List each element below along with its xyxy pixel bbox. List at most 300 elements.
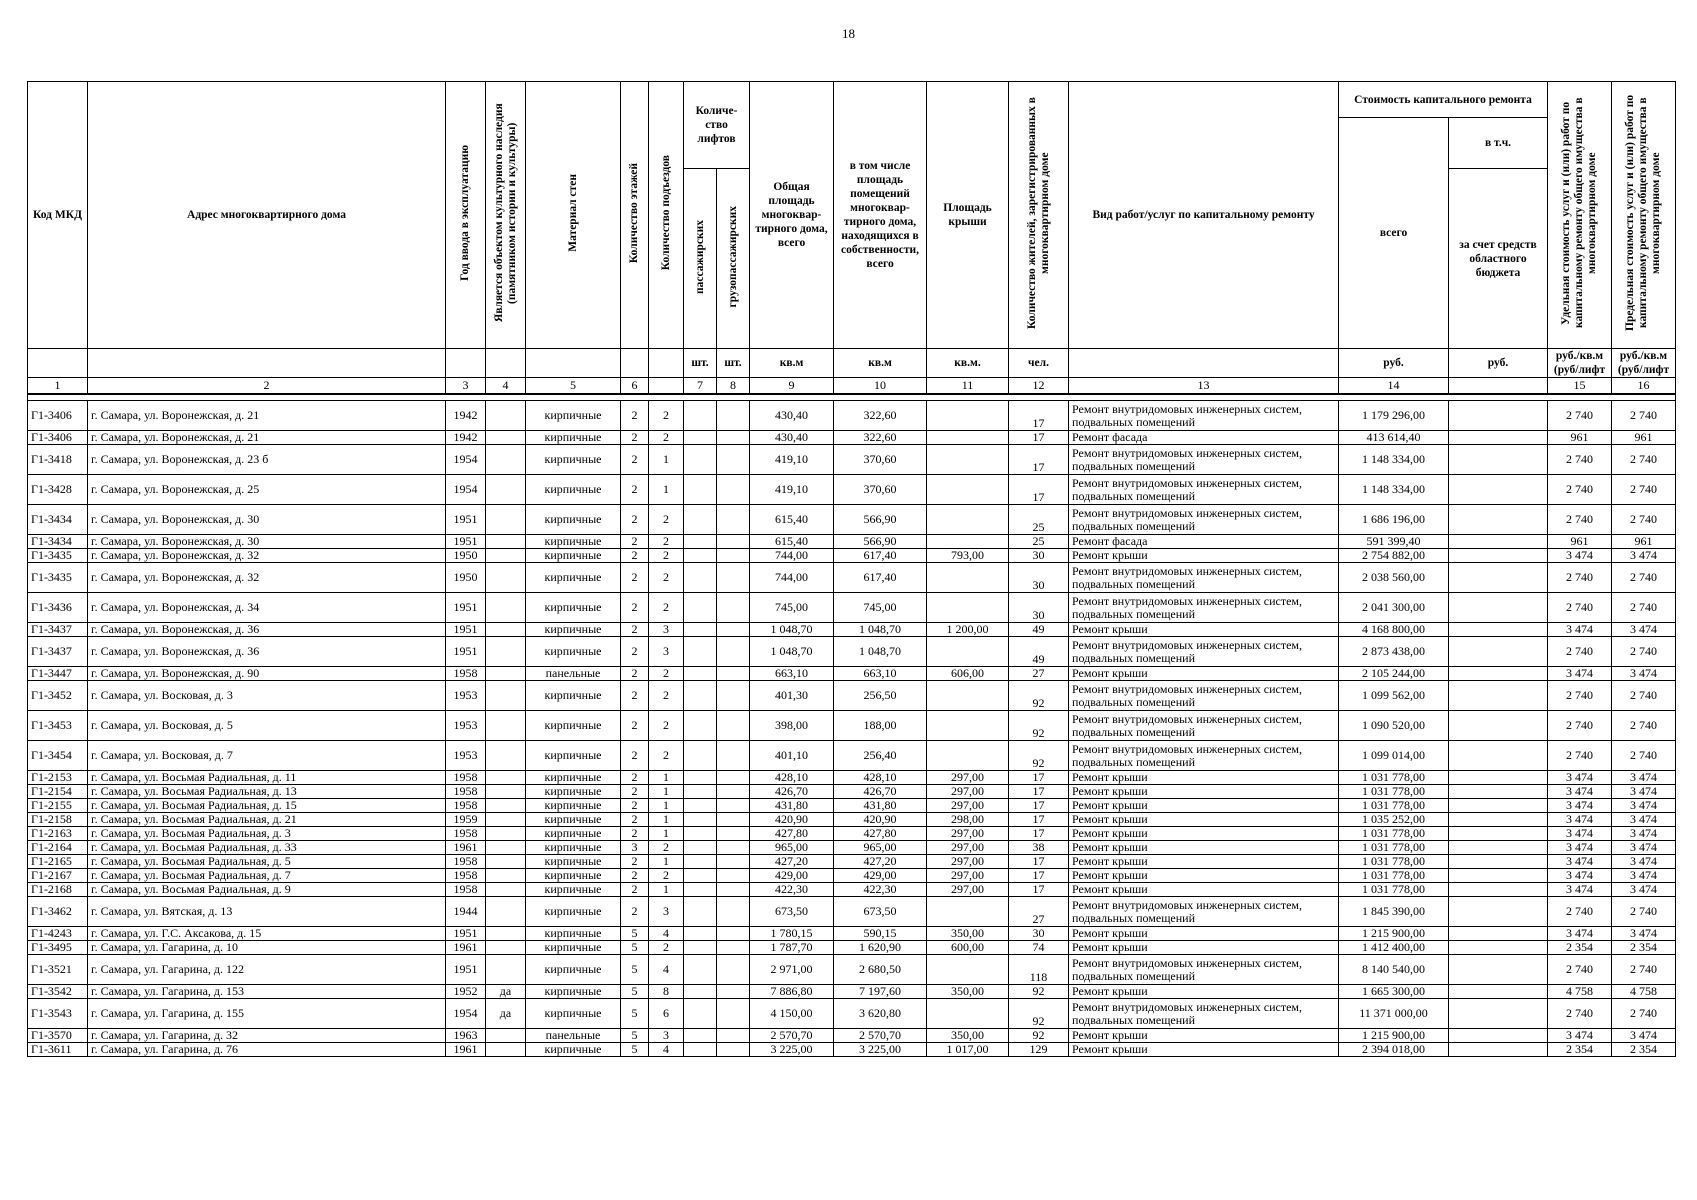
cell-lifts-cargo: [717, 855, 750, 869]
cell-total-area: 401,10: [750, 741, 834, 771]
cell-lifts-cargo: [717, 681, 750, 711]
cell-unit-cost: 2 740: [1548, 681, 1612, 711]
cell-lifts-pass: [684, 927, 717, 941]
cell-cost-regional: [1449, 667, 1548, 681]
cell-unit-cost: 3 474: [1548, 771, 1612, 785]
cell-roof-area: 606,00: [927, 667, 1009, 681]
cell-limit-cost: 2 740: [1612, 401, 1676, 431]
cell-lifts-cargo: [717, 999, 750, 1029]
cell-entrances: 3: [649, 897, 684, 927]
cell-roof-area: [927, 563, 1009, 593]
unit-lifts-pass: шт.: [684, 349, 717, 378]
column-numbers-row: [28, 378, 1676, 395]
cell-total-area: 2 971,00: [750, 955, 834, 985]
cell-cost-total: 1 148 334,00: [1339, 475, 1449, 505]
cell-limit-cost: 3 474: [1612, 799, 1676, 813]
cell-cost-regional: [1449, 955, 1548, 985]
cell-code: Г1-3428: [28, 475, 88, 505]
cell-wall: кирпичные: [526, 475, 621, 505]
header-year-text: Год ввода в эксплуатацию: [459, 145, 471, 281]
cell-work: Ремонт крыши: [1069, 813, 1339, 827]
cell-entrances: 2: [649, 869, 684, 883]
cell-cost-total: 1 665 300,00: [1339, 985, 1449, 999]
cell-limit-cost: 3 474: [1612, 1029, 1676, 1043]
header-limit-cost-text: Предельная стоимость услуг и (или) работ по капитальному ремонту общего имущества в многоквартирном доме: [1624, 94, 1663, 332]
cell-cost-regional: [1449, 741, 1548, 771]
cell-entrances: 3: [649, 1029, 684, 1043]
cell-limit-cost: 2 740: [1612, 999, 1676, 1029]
cell-work: Ремонт внутридомовых инженерных систем, подвальных помещений: [1069, 401, 1339, 431]
cell-residents: 17: [1009, 827, 1069, 841]
cell-entrances: 1: [649, 883, 684, 897]
header-lifts-pass-text: пассажирских: [693, 219, 706, 294]
cell-cost-total: 2 873 438,00: [1339, 637, 1449, 667]
cell-unit-cost: 2 740: [1548, 593, 1612, 623]
table-row: [28, 401, 1676, 431]
cell-cultural: [486, 505, 526, 535]
cell-lifts-cargo: [717, 941, 750, 955]
cell-work: Ремонт внутридомовых инженерных систем, подвальных помещений: [1069, 955, 1339, 985]
cell-unit-cost: 3 474: [1548, 799, 1612, 813]
cell-code: Г1-3570: [28, 1029, 88, 1043]
cell-floors: 2: [621, 869, 649, 883]
cell-address: г. Самара, ул. Восьмая Радиальная, д. 13: [88, 785, 446, 799]
cell-residents: 30: [1009, 927, 1069, 941]
cell-cultural: [486, 681, 526, 711]
cell-cultural: [486, 941, 526, 955]
cell-cost-total: 2 754 882,00: [1339, 549, 1449, 563]
cell-cost-total: 2 394 018,00: [1339, 1043, 1449, 1057]
cell-cost-regional: [1449, 785, 1548, 799]
table-row: [28, 927, 1676, 941]
cell-floors: 5: [621, 955, 649, 985]
table-row: [28, 431, 1676, 445]
cell-cost-regional: [1449, 813, 1548, 827]
cell-owned-area: 370,60: [834, 475, 927, 505]
cell-entrances: 4: [649, 955, 684, 985]
cell-year: 1958: [446, 869, 486, 883]
cell-unit-cost: 3 474: [1548, 623, 1612, 637]
cell-owned-area: 566,90: [834, 535, 927, 549]
cell-floors: 2: [621, 883, 649, 897]
cell-roof-area: 297,00: [927, 883, 1009, 897]
cell-unit-cost: 961: [1548, 431, 1612, 445]
cell-lifts-pass: [684, 1043, 717, 1057]
cell-limit-cost: 3 474: [1612, 827, 1676, 841]
cell-floors: 2: [621, 827, 649, 841]
cell-wall: кирпичные: [526, 927, 621, 941]
cell-wall: кирпичные: [526, 771, 621, 785]
cell-work: Ремонт внутридомовых инженерных систем, подвальных помещений: [1069, 681, 1339, 711]
cell-wall: кирпичные: [526, 563, 621, 593]
cell-code: Г1-3437: [28, 623, 88, 637]
cell-wall: кирпичные: [526, 711, 621, 741]
cell-cost-regional: [1449, 711, 1548, 741]
cell-roof-area: 600,00: [927, 941, 1009, 955]
cell-code: Г1-4243: [28, 927, 88, 941]
cell-address: г. Самара, ул. Воронежская, д. 32: [88, 549, 446, 563]
cell-roof-area: [927, 505, 1009, 535]
unit-cost-total: руб.: [1339, 349, 1449, 378]
cell-entrances: 2: [649, 401, 684, 431]
cell-lifts-pass: [684, 799, 717, 813]
header-lifts: Количе-ство лифтов: [684, 82, 750, 169]
cell-year: 1950: [446, 563, 486, 593]
cell-owned-area: 1 048,70: [834, 637, 927, 667]
column-number: 13: [1069, 378, 1339, 395]
cell-limit-cost: 2 354: [1612, 1043, 1676, 1057]
cell-limit-cost: 2 740: [1612, 475, 1676, 505]
cell-work: Ремонт крыши: [1069, 927, 1339, 941]
header-total-area: Общая площадь многоквар-тирного дома, всего: [750, 82, 834, 349]
cell-cultural: [486, 741, 526, 771]
cell-year: 1950: [446, 549, 486, 563]
cell-roof-area: 297,00: [927, 841, 1009, 855]
cell-unit-cost: 961: [1548, 535, 1612, 549]
cell-floors: 2: [621, 741, 649, 771]
cell-wall: кирпичные: [526, 941, 621, 955]
cell-year: 1961: [446, 841, 486, 855]
cell-code: Г1-3406: [28, 401, 88, 431]
cell-limit-cost: 2 740: [1612, 681, 1676, 711]
cell-unit-cost: 2 740: [1548, 505, 1612, 535]
cell-lifts-pass: [684, 999, 717, 1029]
cell-cost-total: 1 031 778,00: [1339, 855, 1449, 869]
cell-residents: 92: [1009, 985, 1069, 999]
cell-roof-area: 298,00: [927, 813, 1009, 827]
cell-unit-cost: 3 474: [1548, 785, 1612, 799]
cell-work: Ремонт внутридомовых инженерных систем, подвальных помещений: [1069, 741, 1339, 771]
cell-year: 1951: [446, 505, 486, 535]
cell-cost-total: 4 168 800,00: [1339, 623, 1449, 637]
cell-unit-cost: 2 740: [1548, 897, 1612, 927]
cell-limit-cost: 3 474: [1612, 623, 1676, 637]
cell-cost-total: 1 686 196,00: [1339, 505, 1449, 535]
cell-cost-total: 1 845 390,00: [1339, 897, 1449, 927]
table-body: [28, 401, 1676, 1057]
cell-entrances: 2: [649, 681, 684, 711]
cell-work: Ремонт внутридомовых инженерных систем, подвальных помещений: [1069, 897, 1339, 927]
cell-residents: 17: [1009, 431, 1069, 445]
cell-residents: 118: [1009, 955, 1069, 985]
cell-cost-total: 2 105 244,00: [1339, 667, 1449, 681]
cell-cost-total: 1 090 520,00: [1339, 711, 1449, 741]
column-number: [649, 378, 684, 395]
cell-lifts-pass: [684, 771, 717, 785]
cell-limit-cost: 2 740: [1612, 593, 1676, 623]
cell-roof-area: [927, 593, 1009, 623]
cell-limit-cost: 2 740: [1612, 711, 1676, 741]
table-row: [28, 1029, 1676, 1043]
cell-entrances: 3: [649, 623, 684, 637]
cell-limit-cost: 3 474: [1612, 883, 1676, 897]
cell-lifts-pass: [684, 841, 717, 855]
cell-residents: 17: [1009, 475, 1069, 505]
cell-total-area: 1 048,70: [750, 623, 834, 637]
cell-cost-regional: [1449, 941, 1548, 955]
cell-cost-total: 1 031 778,00: [1339, 883, 1449, 897]
cell-cost-regional: [1449, 431, 1548, 445]
cell-lifts-cargo: [717, 535, 750, 549]
cell-total-area: 428,10: [750, 771, 834, 785]
cell-owned-area: 3 620,80: [834, 999, 927, 1029]
cell-code: Г1-3543: [28, 999, 88, 1029]
cell-total-area: 965,00: [750, 841, 834, 855]
cell-year: 1958: [446, 785, 486, 799]
cell-floors: 2: [621, 799, 649, 813]
cell-unit-cost: 4 758: [1548, 985, 1612, 999]
cell-roof-area: [927, 475, 1009, 505]
cell-cultural: [486, 549, 526, 563]
cell-residents: 27: [1009, 897, 1069, 927]
header-code: Код МКД: [28, 82, 88, 349]
cell-lifts-pass: [684, 505, 717, 535]
cell-entrances: 2: [649, 667, 684, 681]
cell-roof-area: 1 017,00: [927, 1043, 1009, 1057]
cell-limit-cost: 2 740: [1612, 955, 1676, 985]
cell-cultural: [486, 637, 526, 667]
header-cost-regional: за счет средств областного бюджета: [1449, 169, 1548, 349]
cell-work: Ремонт крыши: [1069, 841, 1339, 855]
cell-cost-total: 11 371 000,00: [1339, 999, 1449, 1029]
cell-owned-area: 3 225,00: [834, 1043, 927, 1057]
cell-lifts-pass: [684, 475, 717, 505]
cell-code: Г1-3495: [28, 941, 88, 955]
cell-residents: 17: [1009, 771, 1069, 785]
cell-cost-regional: [1449, 637, 1548, 667]
header-entrances: [649, 82, 684, 349]
cell-roof-area: 297,00: [927, 771, 1009, 785]
cell-cultural: [486, 711, 526, 741]
column-number: 16: [1612, 378, 1676, 395]
cell-residents: 30: [1009, 563, 1069, 593]
cell-residents: 17: [1009, 445, 1069, 475]
cell-lifts-pass: [684, 785, 717, 799]
cell-cost-regional: [1449, 841, 1548, 855]
column-number: 12: [1009, 378, 1069, 395]
cell-owned-area: 188,00: [834, 711, 927, 741]
table-row: [28, 785, 1676, 799]
cell-lifts-cargo: [717, 593, 750, 623]
cell-entrances: 2: [649, 535, 684, 549]
cell-lifts-cargo: [717, 563, 750, 593]
cell-lifts-pass: [684, 623, 717, 637]
cell-wall: кирпичные: [526, 637, 621, 667]
cell-entrances: 2: [649, 593, 684, 623]
cell-code: Г1-3434: [28, 505, 88, 535]
column-number: 4: [486, 378, 526, 395]
cell-code: Г1-2155: [28, 799, 88, 813]
cell-residents: 92: [1009, 741, 1069, 771]
cell-roof-area: 350,00: [927, 985, 1009, 999]
cell-year: 1951: [446, 955, 486, 985]
cell-unit-cost: 2 740: [1548, 637, 1612, 667]
cell-work: Ремонт крыши: [1069, 985, 1339, 999]
cell-address: г. Самара, ул. Восьмая Радиальная, д. 15: [88, 799, 446, 813]
cell-work: Ремонт крыши: [1069, 623, 1339, 637]
cell-owned-area: 965,00: [834, 841, 927, 855]
cell-floors: 2: [621, 711, 649, 741]
cell-year: 1954: [446, 445, 486, 475]
cell-roof-area: 350,00: [927, 1029, 1009, 1043]
cell-cultural: [486, 445, 526, 475]
cell-work: Ремонт фасада: [1069, 535, 1339, 549]
cell-work: Ремонт внутридомовых инженерных систем, подвальных помещений: [1069, 711, 1339, 741]
cell-code: Г1-3435: [28, 549, 88, 563]
header-cost-incl: в т.ч.: [1449, 118, 1548, 169]
header-floors-text: Количество этажей: [628, 162, 640, 264]
table-row: [28, 999, 1676, 1029]
cell-unit-cost: 2 740: [1548, 475, 1612, 505]
cell-entrances: 3: [649, 637, 684, 667]
cell-total-area: 419,10: [750, 475, 834, 505]
cell-code: Г1-2153: [28, 771, 88, 785]
cell-cultural: [486, 813, 526, 827]
cell-total-area: 7 886,80: [750, 985, 834, 999]
cell-roof-area: 297,00: [927, 869, 1009, 883]
cell-work: Ремонт внутридомовых инженерных систем, подвальных помещений: [1069, 505, 1339, 535]
cell-cultural: [486, 667, 526, 681]
column-number: 14: [1339, 378, 1449, 395]
header-residents: [1009, 82, 1069, 349]
cell-total-area: 420,90: [750, 813, 834, 827]
cell-address: г. Самара, ул. Гагарина, д. 32: [88, 1029, 446, 1043]
cell-lifts-cargo: [717, 1043, 750, 1057]
cell-wall: кирпичные: [526, 955, 621, 985]
cell-entrances: 2: [649, 505, 684, 535]
cell-address: г. Самара, ул. Воронежская, д. 23 б: [88, 445, 446, 475]
cell-address: г. Самара, ул. Воронежская, д. 30: [88, 505, 446, 535]
cell-cost-total: 8 140 540,00: [1339, 955, 1449, 985]
cell-wall: кирпичные: [526, 855, 621, 869]
header-owned-area: в том числе площадь помещений многоквар-тирного дома, находящихся в собственности, всего: [834, 82, 927, 349]
cell-lifts-pass: [684, 593, 717, 623]
cell-lifts-cargo: [717, 637, 750, 667]
cell-year: 1961: [446, 941, 486, 955]
cell-owned-area: 322,60: [834, 431, 927, 445]
cell-address: г. Самара, ул. Восьмая Радиальная, д. 21: [88, 813, 446, 827]
header-unit-cost: [1548, 82, 1612, 349]
cell-cost-total: 1 031 778,00: [1339, 785, 1449, 799]
cell-unit-cost: 3 474: [1548, 549, 1612, 563]
cell-total-area: 427,20: [750, 855, 834, 869]
cell-lifts-pass: [684, 711, 717, 741]
cell-unit-cost: 3 474: [1548, 855, 1612, 869]
cell-roof-area: [927, 999, 1009, 1029]
cell-cultural: [486, 883, 526, 897]
cell-owned-area: 566,90: [834, 505, 927, 535]
cell-limit-cost: 3 474: [1612, 785, 1676, 799]
cell-entrances: 1: [649, 813, 684, 827]
cell-year: 1958: [446, 883, 486, 897]
cell-entrances: 1: [649, 785, 684, 799]
cell-owned-area: 429,00: [834, 869, 927, 883]
cell-cost-regional: [1449, 897, 1548, 927]
cell-limit-cost: 3 474: [1612, 927, 1676, 941]
cell-entrances: 1: [649, 475, 684, 505]
cell-year: 1951: [446, 593, 486, 623]
cell-wall: кирпичные: [526, 535, 621, 549]
cell-roof-area: [927, 401, 1009, 431]
cell-total-area: 426,70: [750, 785, 834, 799]
cell-cost-regional: [1449, 593, 1548, 623]
cell-roof-area: [927, 445, 1009, 475]
table-row: [28, 771, 1676, 785]
cell-lifts-cargo: [717, 475, 750, 505]
cell-cost-total: 1 031 778,00: [1339, 799, 1449, 813]
table-row: [28, 593, 1676, 623]
cell-total-area: 673,50: [750, 897, 834, 927]
unit-owned-area: кв.м: [834, 349, 927, 378]
cell-code: Г1-2167: [28, 869, 88, 883]
cell-year: 1958: [446, 667, 486, 681]
cell-owned-area: 256,50: [834, 681, 927, 711]
cell-roof-area: [927, 741, 1009, 771]
cell-work: Ремонт внутридомовых инженерных систем, подвальных помещений: [1069, 475, 1339, 505]
cell-cultural: [486, 855, 526, 869]
cell-address: г. Самара, ул. Г.С. Аксакова, д. 15: [88, 927, 446, 941]
cell-lifts-pass: [684, 563, 717, 593]
cell-address: г. Самара, ул. Воронежская, д. 32: [88, 563, 446, 593]
cell-limit-cost: 3 474: [1612, 869, 1676, 883]
cell-cultural: [486, 955, 526, 985]
unit-limit-cost: руб./кв.м (руб/лифт: [1612, 349, 1676, 378]
cell-wall: кирпичные: [526, 799, 621, 813]
cell-address: г. Самара, ул. Воронежская, д. 90: [88, 667, 446, 681]
cell-limit-cost: 961: [1612, 431, 1676, 445]
cell-code: Г1-3453: [28, 711, 88, 741]
cell-residents: 25: [1009, 535, 1069, 549]
cell-lifts-pass: [684, 955, 717, 985]
cell-lifts-pass: [684, 941, 717, 955]
table-row: [28, 799, 1676, 813]
cell-cost-regional: [1449, 855, 1548, 869]
cell-cultural: [486, 897, 526, 927]
cell-lifts-pass: [684, 741, 717, 771]
cell-residents: 49: [1009, 637, 1069, 667]
cell-wall: кирпичные: [526, 785, 621, 799]
cell-floors: 5: [621, 985, 649, 999]
table-row: [28, 827, 1676, 841]
cell-lifts-cargo: [717, 883, 750, 897]
cell-residents: 17: [1009, 799, 1069, 813]
table-row: [28, 855, 1676, 869]
cell-limit-cost: 3 474: [1612, 667, 1676, 681]
cell-cost-total: 2 038 560,00: [1339, 563, 1449, 593]
cell-code: Г1-3452: [28, 681, 88, 711]
cell-limit-cost: 2 740: [1612, 741, 1676, 771]
cell-cultural: [486, 623, 526, 637]
cell-year: 1961: [446, 1043, 486, 1057]
cell-total-area: 429,00: [750, 869, 834, 883]
cell-owned-area: 431,80: [834, 799, 927, 813]
column-number: [1449, 378, 1548, 395]
cell-floors: 2: [621, 623, 649, 637]
cell-roof-area: [927, 431, 1009, 445]
cell-cost-total: 591 399,40: [1339, 535, 1449, 549]
cell-lifts-pass: [684, 897, 717, 927]
cell-floors: 5: [621, 1029, 649, 1043]
cell-year: 1958: [446, 827, 486, 841]
cell-work: Ремонт внутридомовых инженерных систем, подвальных помещений: [1069, 999, 1339, 1029]
cell-cost-total: 1 412 400,00: [1339, 941, 1449, 955]
unit-unit-cost: руб./кв.м (руб/лифт: [1548, 349, 1612, 378]
cell-entrances: 1: [649, 771, 684, 785]
cell-address: г. Самара, ул. Гагарина, д. 122: [88, 955, 446, 985]
cell-unit-cost: 3 474: [1548, 841, 1612, 855]
cell-floors: 2: [621, 681, 649, 711]
table-row: [28, 897, 1676, 927]
